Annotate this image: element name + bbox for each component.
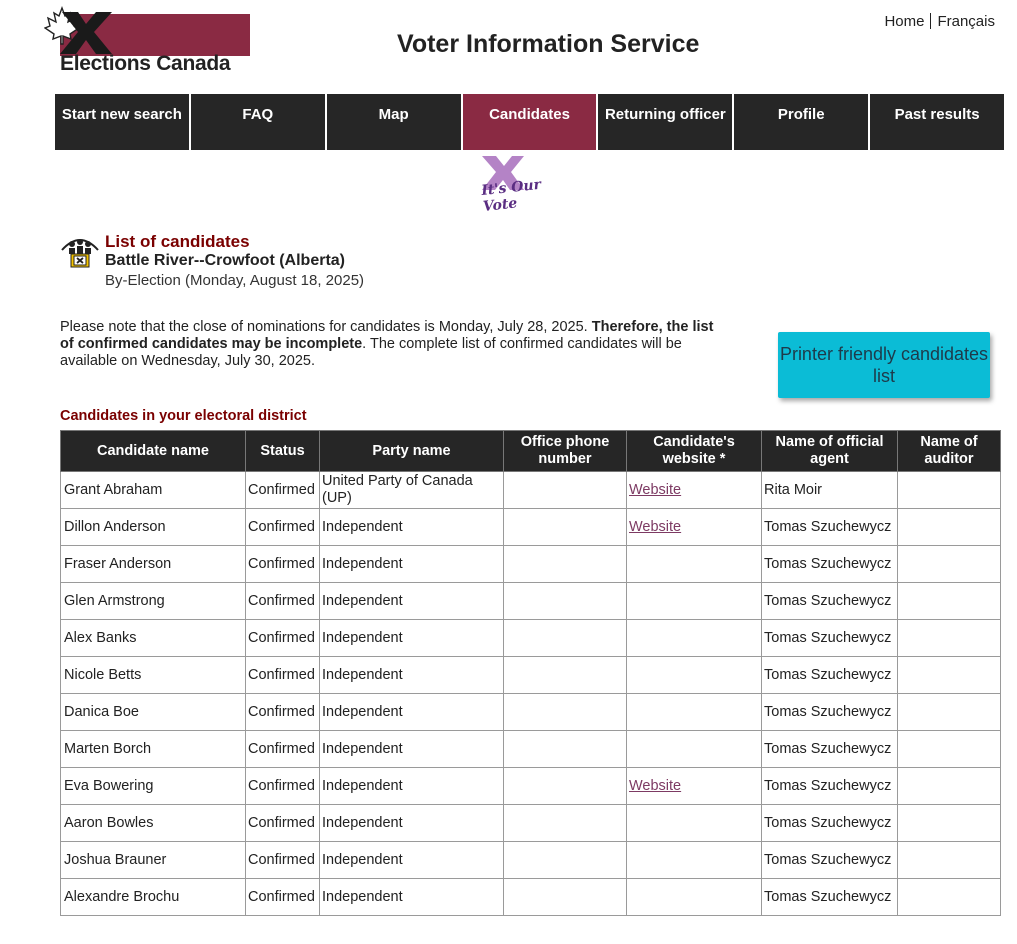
candidate-status: Confirmed (246, 583, 320, 620)
candidate-name: Nicole Betts (61, 657, 246, 694)
candidate-status: Confirmed (246, 694, 320, 731)
official-agent: Tomas Szuchewycz (762, 509, 898, 546)
auditor (898, 583, 1001, 620)
election-date: By-Election (Monday, August 18, 2025) (105, 272, 365, 289)
candidate-status: Confirmed (246, 842, 320, 879)
website-cell (627, 546, 762, 583)
office-phone (504, 731, 627, 768)
candidate-status: Confirmed (246, 509, 320, 546)
candidates-table (60, 430, 1001, 916)
section-title: Candidates in your electoral district (60, 408, 307, 424)
tab-map[interactable]: Map (327, 94, 461, 150)
website-cell (627, 694, 762, 731)
home-link[interactable]: Home (884, 13, 925, 30)
table-row (61, 805, 1001, 842)
candidate-status: Confirmed (246, 620, 320, 657)
auditor (898, 657, 1001, 694)
auditor (898, 472, 1001, 509)
official-agent: Tomas Szuchewycz (762, 694, 898, 731)
main-nav (55, 94, 1004, 150)
notice-text: Please note that the close of nominations for candidates is Monday, July 28, 2025. (60, 319, 592, 335)
candidate-name: Fraser Anderson (61, 546, 246, 583)
table-row (61, 472, 1001, 509)
official-agent: Tomas Szuchewycz (762, 546, 898, 583)
tab-past-results[interactable]: Past results (870, 94, 1004, 150)
office-phone (504, 546, 627, 583)
top-links (884, 13, 995, 30)
party-name: Independent (320, 879, 504, 916)
website-link[interactable]: Website (629, 518, 682, 535)
table-row (61, 583, 1001, 620)
auditor (898, 842, 1001, 879)
auditor (898, 879, 1001, 916)
auditor (898, 805, 1001, 842)
official-agent: Tomas Szuchewycz (762, 842, 898, 879)
elections-canada-logo[interactable] (44, 6, 254, 78)
table-row (61, 731, 1001, 768)
vote-tagline: It's Our Vote (480, 176, 542, 215)
party-name: Independent (320, 805, 504, 842)
tab-start-new-search[interactable]: Start new search (55, 94, 189, 150)
official-agent: Tomas Szuchewycz (762, 731, 898, 768)
header-website: Candidate's website * (627, 431, 762, 472)
website-cell (627, 768, 762, 805)
tab-profile[interactable]: Profile (734, 94, 868, 150)
table-row (61, 546, 1001, 583)
list-title: List of candidates (105, 232, 250, 251)
nomination-notice (60, 319, 720, 370)
office-phone (504, 842, 627, 879)
candidate-name: Joshua Brauner (61, 842, 246, 879)
party-name: Independent (320, 546, 504, 583)
auditor (898, 620, 1001, 657)
website-cell (627, 620, 762, 657)
x-mark-icon (56, 10, 116, 56)
table-row (61, 694, 1001, 731)
party-name: Independent (320, 509, 504, 546)
notice-text-end: . The complete list of confirmed candidates will be available on Wednesday, July 30, 2025. (60, 336, 682, 369)
party-name: Independent (320, 768, 504, 805)
header-candidate-name: Candidate name (61, 431, 246, 472)
website-cell (627, 842, 762, 879)
website-link[interactable]: Website (629, 777, 682, 794)
office-phone (504, 620, 627, 657)
table-row (61, 620, 1001, 657)
party-name: Independent (320, 583, 504, 620)
party-name: Independent (320, 842, 504, 879)
office-phone (504, 768, 627, 805)
table-header-row (61, 431, 1001, 472)
link-separator (930, 13, 931, 29)
auditor (898, 694, 1001, 731)
tab-returning-officer[interactable]: Returning officer (598, 94, 732, 150)
official-agent: Tomas Szuchewycz (762, 768, 898, 805)
party-name: Independent (320, 694, 504, 731)
party-name: United Party of Canada (UP) (320, 472, 504, 509)
website-cell (627, 583, 762, 620)
official-agent: Tomas Szuchewycz (762, 805, 898, 842)
candidate-status: Confirmed (246, 657, 320, 694)
logo-wordmark: Elections Canada (60, 52, 231, 75)
candidate-name: Dillon Anderson (61, 509, 246, 546)
candidate-name: Aaron Bowles (61, 805, 246, 842)
candidate-name: Alex Banks (61, 620, 246, 657)
candidate-status: Confirmed (246, 546, 320, 583)
table-row (61, 657, 1001, 694)
candidate-status: Confirmed (246, 768, 320, 805)
candidate-name: Glen Armstrong (61, 583, 246, 620)
party-name: Independent (320, 657, 504, 694)
notice-bold-text: Therefore, the list of confirmed candidates may be incomplete (60, 319, 714, 352)
office-phone (504, 879, 627, 916)
candidate-name: Danica Boe (61, 694, 246, 731)
candidates-icon (60, 232, 100, 268)
official-agent: Tomas Szuchewycz (762, 879, 898, 916)
header-status: Status (246, 431, 320, 472)
header-office-phone: Office phone number (504, 431, 627, 472)
language-link[interactable]: Français (937, 13, 995, 30)
office-phone (504, 583, 627, 620)
official-agent: Tomas Szuchewycz (762, 657, 898, 694)
website-cell (627, 879, 762, 916)
printer-friendly-button[interactable]: Printer friendly candidates list (778, 332, 990, 398)
table-row (61, 509, 1001, 546)
candidate-name: Grant Abraham (61, 472, 246, 509)
candidate-name: Alexandre Brochu (61, 879, 246, 916)
header-official-agent: Name of official agent (762, 431, 898, 472)
electoral-district: Battle River--Crowfoot (Alberta) (105, 252, 346, 269)
candidate-status: Confirmed (246, 472, 320, 509)
auditor (898, 731, 1001, 768)
candidate-status: Confirmed (246, 879, 320, 916)
official-agent: Tomas Szuchewycz (762, 583, 898, 620)
page-title: Voter Information Service (397, 30, 700, 58)
party-name: Independent (320, 731, 504, 768)
office-phone (504, 694, 627, 731)
tab-faq[interactable]: FAQ (191, 94, 325, 150)
office-phone (504, 657, 627, 694)
table-row (61, 879, 1001, 916)
table-row (61, 842, 1001, 879)
website-link[interactable]: Website (629, 481, 682, 498)
auditor (898, 768, 1001, 805)
table-row (61, 768, 1001, 805)
office-phone (504, 509, 627, 546)
auditor (898, 546, 1001, 583)
auditor (898, 509, 1001, 546)
candidate-name: Eva Bowering (61, 768, 246, 805)
candidate-status: Confirmed (246, 805, 320, 842)
website-cell (627, 731, 762, 768)
tab-candidates[interactable]: Candidates (463, 94, 597, 150)
office-phone (504, 472, 627, 509)
website-cell (627, 509, 762, 546)
website-cell (627, 657, 762, 694)
header-party-name: Party name (320, 431, 504, 472)
website-cell (627, 805, 762, 842)
header-auditor: Name of auditor (898, 431, 1001, 472)
official-agent: Tomas Szuchewycz (762, 620, 898, 657)
party-name: Independent (320, 620, 504, 657)
official-agent: Rita Moir (762, 472, 898, 509)
candidate-status: Confirmed (246, 731, 320, 768)
candidate-name: Marten Borch (61, 731, 246, 768)
its-our-vote-logo (478, 152, 578, 215)
website-cell (627, 472, 762, 509)
office-phone (504, 805, 627, 842)
